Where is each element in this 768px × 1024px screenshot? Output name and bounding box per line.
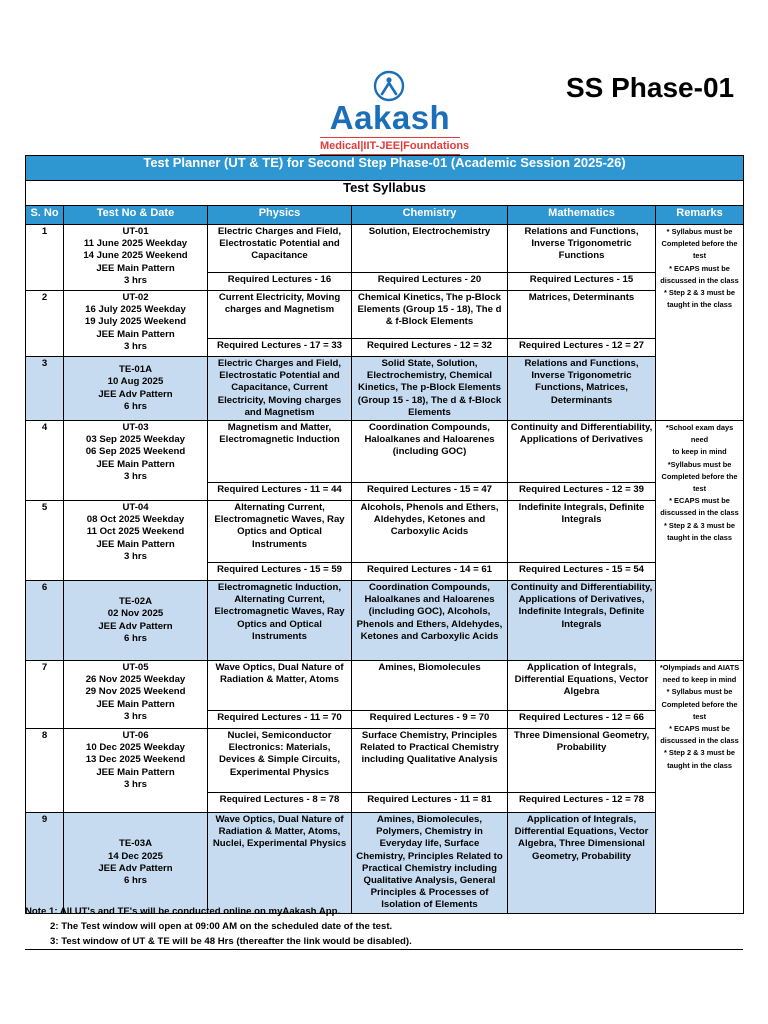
test-line: JEE Main Pattern <box>96 698 175 710</box>
test-cell <box>64 357 208 421</box>
column-header-sno: S. No <box>26 206 64 225</box>
chemistry-cell: Amines, Biomolecules <box>352 661 508 711</box>
column-header-physics: Physics <box>208 206 352 225</box>
test-line: 3 hrs <box>124 340 147 352</box>
test-line: TE-01A <box>118 364 153 376</box>
physics-cell: Electric Charges and Field, Electrostatic Potential and Capacitance, Current Electricity, Moving charges and Magnetism <box>208 357 352 421</box>
remark-line: *Olympiads and AIATS <box>659 663 740 673</box>
remark-line: *Syllabus must be <box>667 459 732 469</box>
remark-line: * Syllabus must be <box>666 687 733 697</box>
sno-cell: 7 <box>26 661 64 729</box>
test-line: 08 Oct 2025 Weekday <box>86 514 185 526</box>
mathematics-cell: Matrices, Determinants <box>508 291 656 339</box>
remark-line: *School exam days need <box>665 423 734 445</box>
test-line: UT-02 <box>122 292 149 303</box>
sno-cell: 5 <box>26 501 64 581</box>
note-2: 2: The Test window will open at 09:00 AM on the scheduled date of the test. <box>50 921 393 932</box>
physics-cell: Electric Charges and Field, Electrostatic Potential and Capacitance <box>208 225 352 273</box>
test-cell <box>64 661 208 729</box>
remark-line: * ECAPS must be <box>669 724 730 734</box>
table-row <box>26 813 744 914</box>
test-line: JEE Adv Pattern <box>98 388 173 400</box>
test-line: 3 hrs <box>124 710 147 722</box>
test-line: 6 hrs <box>124 400 147 412</box>
required-lectures-chemistry: Required Lectures - 15 = 47 <box>352 483 508 501</box>
test-line: 06 Sep 2025 Weekend <box>85 446 186 458</box>
table-row <box>26 729 744 793</box>
note-1: Note 1: All UT's and TE's will be conducted online on myAakash App. <box>25 906 341 917</box>
chemistry-cell: Coordination Compounds, Haloalkanes and Haloarenes (including GOC), Alcohols, Phenols and Ethers, Aldehydes, Ketones and Carboxylic Acids <box>352 581 508 661</box>
chemistry-cell: Chemical Kinetics, The p-Block Elements (Group 15 - 18), The d & f-Block Elements <box>352 291 508 339</box>
chemistry-cell: Alcohols, Phenols and Ethers, Aldehydes, Ketones and Carboxylic Acids <box>352 501 508 563</box>
test-line: 03 Sep 2025 Weekday <box>85 434 186 446</box>
physics-cell: Alternating Current, Electromagnetic Waves, Ray Optics and Optical Instruments <box>208 501 352 563</box>
remarks-cell <box>656 225 744 421</box>
test-line: JEE Adv Pattern <box>98 862 173 874</box>
test-line: 6 hrs <box>124 632 147 644</box>
column-header-remarks: Remarks <box>656 206 744 225</box>
required-lectures-mathematics: Required Lectures - 15 <box>508 273 656 291</box>
chemistry-cell: Solution, Electrochemistry <box>352 225 508 273</box>
mathematics-cell: Application of Integrals, Differential Equations, Vector Algebra, Three Dimensional Geometry, Probability <box>508 813 656 914</box>
table-row <box>26 291 744 339</box>
required-lectures-physics: Required Lectures - 15 = 59 <box>208 563 352 581</box>
mathematics-cell: Continuity and Differentiability, Applications of Derivatives <box>508 421 656 483</box>
aakash-logo-icon <box>373 70 405 102</box>
remark-line: discussed in the class <box>660 508 739 518</box>
test-line: TE-03A <box>118 838 153 850</box>
column-header-test: Test No & Date <box>64 206 208 225</box>
test-line: UT-01 <box>122 226 149 237</box>
remark-line: Completed before the test <box>661 699 738 721</box>
test-line: JEE Main Pattern <box>96 538 175 550</box>
table-row <box>26 501 744 563</box>
table-row <box>26 225 744 273</box>
sno-cell: 1 <box>26 225 64 291</box>
test-cell <box>64 291 208 357</box>
notes <box>25 904 743 949</box>
remark-line: taught in the class <box>667 760 732 770</box>
sno-cell: 9 <box>26 813 64 914</box>
sno-cell: 6 <box>26 581 64 661</box>
required-lectures-physics: Required Lectures - 11 = 44 <box>208 483 352 501</box>
required-lectures-chemistry: Required Lectures - 14 = 61 <box>352 563 508 581</box>
remark-line: taught in the class <box>667 532 732 542</box>
test-line: 6 hrs <box>124 875 147 887</box>
test-line: 26 Nov 2025 Weekday <box>85 674 186 686</box>
sno-cell: 2 <box>26 291 64 357</box>
chemistry-cell: Solid State, Solution, Electrochemistry, Chemical Kinetics, The p-Block Elements (Group 15 - 18), The d & f-Block Elements <box>352 357 508 421</box>
test-cell <box>64 501 208 581</box>
remark-line: * Step 2 & 3 must be <box>663 288 736 298</box>
phase-title: SS Phase-01 <box>566 72 735 103</box>
remark-line: to keep in mind <box>672 447 727 457</box>
required-lectures-mathematics: Required Lectures - 15 = 54 <box>508 563 656 581</box>
test-line: 13 Dec 2025 Weekend <box>85 754 186 766</box>
column-header-chemistry: Chemistry <box>352 206 508 225</box>
test-line: UT-03 <box>122 422 149 434</box>
test-line: 29 Nov 2025 Weekend <box>85 686 186 698</box>
required-lectures-mathematics: Required Lectures - 12 = 66 <box>508 711 656 729</box>
test-line: JEE Main Pattern <box>96 328 175 340</box>
syllabus-title: Test Syllabus <box>26 181 744 206</box>
remark-line: discussed in the class <box>660 736 739 746</box>
mathematics-cell: Three Dimensional Geometry, Probability <box>508 729 656 793</box>
mathematics-cell: Relations and Functions, Inverse Trigonometric Functions <box>508 225 656 273</box>
sno-cell: 8 <box>26 729 64 813</box>
test-cell <box>64 421 208 501</box>
table-row <box>26 661 744 711</box>
sno-cell: 3 <box>26 357 64 421</box>
brand-name: Aakash <box>329 99 451 136</box>
table-row <box>26 357 744 421</box>
column-header-mathematics: Mathematics <box>508 206 656 225</box>
test-cell <box>64 225 208 291</box>
test-line: JEE Main Pattern <box>96 262 175 274</box>
required-lectures-physics: Required Lectures - 11 = 70 <box>208 711 352 729</box>
sno-cell: 4 <box>26 421 64 501</box>
test-line: TE-02A <box>118 596 153 608</box>
remark-line: * Syllabus must be <box>666 227 733 236</box>
brand-tagline: Medical|IIT-JEE|Foundations <box>320 137 460 155</box>
chemistry-cell: Coordination Compounds, Haloalkanes and Haloarenes (including GOC) <box>352 421 508 483</box>
test-planner-table <box>25 155 744 914</box>
aakash-logo <box>316 70 470 156</box>
mathematics-cell: Relations and Functions, Inverse Trigonometric Functions, Matrices, Determinants <box>508 357 656 421</box>
table-row <box>26 421 744 483</box>
physics-cell: Nuclei, Semiconductor Electronics: Materials, Devices & Simple Circuits, Experimental Physics <box>208 729 352 793</box>
test-line: 10 Aug 2025 <box>107 376 164 388</box>
remark-line: * ECAPS must be <box>669 263 730 273</box>
test-line: 14 June 2025 Weekend <box>83 250 188 262</box>
note-3: 3: Test window of UT & TE will be 48 Hrs (thereafter the link would be disabled). <box>50 936 412 947</box>
required-lectures-mathematics: Required Lectures - 12 = 78 <box>508 793 656 813</box>
required-lectures-chemistry: Required Lectures - 11 = 81 <box>352 793 508 813</box>
test-line: 3 hrs <box>124 470 147 482</box>
required-lectures-mathematics: Required Lectures - 12 = 27 <box>508 339 656 357</box>
remark-line: * Step 2 & 3 must be <box>663 748 736 758</box>
test-line: JEE Adv Pattern <box>98 620 173 632</box>
physics-cell: Current Electricity, Moving charges and Magnetism <box>208 291 352 339</box>
test-cell <box>64 729 208 813</box>
test-line: 02 Nov 2025 <box>107 608 164 620</box>
physics-cell: Electromagnetic Induction, Alternating Current, Electromagnetic Waves, Ray Optics and Optical Instruments <box>208 581 352 661</box>
table-row <box>26 581 744 661</box>
test-line: 16 July 2025 Weekday <box>85 304 186 316</box>
test-line: 14 Dec 2025 <box>108 850 163 862</box>
test-cell <box>64 581 208 661</box>
remark-line: discussed in the class <box>660 275 739 285</box>
test-line: UT-06 <box>122 730 149 742</box>
test-line: 11 Oct 2025 Weekend <box>86 526 185 538</box>
physics-cell: Magnetism and Matter, Electromagnetic Induction <box>208 421 352 483</box>
test-line: 3 hrs <box>124 778 147 790</box>
test-line: UT-04 <box>122 502 149 514</box>
required-lectures-chemistry: Required Lectures - 20 <box>352 273 508 291</box>
test-line: JEE Main Pattern <box>96 766 175 778</box>
remark-line: taught in the class <box>667 300 732 310</box>
mathematics-cell: Indefinite Integrals, Definite Integrals <box>508 501 656 563</box>
test-line: UT-05 <box>122 662 149 674</box>
bottom-rule <box>25 949 743 950</box>
required-lectures-physics: Required Lectures - 8 = 78 <box>208 793 352 813</box>
remark-line: Completed before the test <box>661 239 738 261</box>
test-line: 11 June 2025 Weekday <box>83 238 188 250</box>
table-banner: Test Planner (UT & TE) for Second Step Phase-01 (Academic Session 2025-26) <box>26 156 744 181</box>
test-cell <box>64 813 208 914</box>
required-lectures-chemistry: Required Lectures - 9 = 70 <box>352 711 508 729</box>
chemistry-cell: Amines, Biomolecules, Polymers, Chemistry in Everyday life, Surface Chemistry, Principles Related to Practical Chemistry including Qualitative Analysis, General Principles & Processes of Isolation of Elements <box>352 813 508 914</box>
test-line: 19 July 2025 Weekend <box>84 316 187 328</box>
remark-line: need to keep in mind <box>662 675 737 685</box>
remarks-cell <box>656 421 744 661</box>
test-line: 3 hrs <box>124 550 147 562</box>
test-line: 3 hrs <box>124 274 147 286</box>
test-line: JEE Main Pattern <box>96 458 175 470</box>
remark-line: * Step 2 & 3 must be <box>663 520 736 530</box>
mathematics-cell: Continuity and Differentiability, Applications of Derivatives, Indefinite Integrals, Definite Integrals <box>508 581 656 661</box>
mathematics-cell: Application of Integrals, Differential Equations, Vector Algebra <box>508 661 656 711</box>
physics-cell: Wave Optics, Dual Nature of Radiation & Matter, Atoms <box>208 661 352 711</box>
remark-line: Completed before the test <box>661 471 738 494</box>
remark-line: * ECAPS must be <box>669 496 730 506</box>
test-line: 10 Dec 2025 Weekday <box>85 742 186 754</box>
required-lectures-physics: Required Lectures - 16 <box>208 273 352 291</box>
chemistry-cell: Surface Chemistry, Principles Related to Practical Chemistry including Qualitative Analysis <box>352 729 508 793</box>
required-lectures-chemistry: Required Lectures - 12 = 32 <box>352 339 508 357</box>
physics-cell: Wave Optics, Dual Nature of Radiation & Matter, Atoms, Nuclei, Experimental Physics <box>208 813 352 914</box>
required-lectures-physics: Required Lectures - 17 = 33 <box>208 339 352 357</box>
remarks-cell <box>656 661 744 914</box>
required-lectures-mathematics: Required Lectures - 12 = 39 <box>508 483 656 501</box>
